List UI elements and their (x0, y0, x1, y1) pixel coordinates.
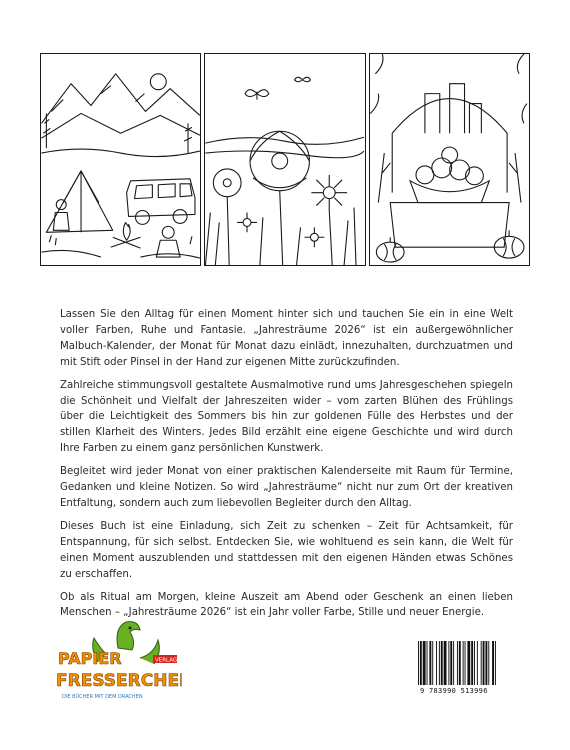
barcode-bar (436, 641, 437, 685)
barcode-bar (427, 641, 428, 685)
barcode-bar (429, 641, 431, 685)
wildflowers-drawing (205, 54, 364, 265)
barcode-bar (477, 641, 478, 685)
barcode-bar (459, 641, 461, 685)
barcode-bar (471, 641, 473, 685)
logo-line2: FRESSERCHEN (56, 671, 182, 691)
paragraph: Begleitet wird jeder Monat von einer praktischen Kalenderseite mit Raum für Termine, Gedanken und kleine Notizen. So wird „Jahresträume“ nicht nur zum Ort der kreativen Entfaltung, sondern auch zum liebevollen Begleiter durch den Alltag. (60, 466, 513, 509)
barcode-bar (483, 641, 485, 685)
barcode-bar (448, 641, 449, 685)
barcode-bar (444, 641, 447, 685)
barcode-bar (423, 641, 426, 685)
barcode-bar (474, 641, 475, 685)
harvest-drawing (370, 54, 529, 265)
illustration-camping (40, 53, 201, 266)
barcode-bar (439, 641, 440, 685)
barcode-bar (420, 641, 422, 685)
barcode-bar (463, 641, 464, 685)
barcode-bar (495, 641, 496, 685)
paragraph: Dieses Buch ist eine Einladung, sich Zeit zu schenken – Zeit für Achtsamkeit, für Entspannung, für sich selbst. Entdecken Sie, wie wohltuend es sein kann, die Welt für einen Moment auszublenden und stattdessen mit den eigenen Händen etwas Schönes zu erschaffen. (60, 520, 513, 580)
barcode-bar (492, 641, 494, 685)
barcode-bar (453, 641, 454, 685)
barcode-bar (418, 641, 419, 685)
logo-badge: VERLAG (155, 657, 178, 664)
paragraph: Zahlreiche stimmungsvoll gestaltete Ausmalmotive rund ums Jahresgeschehen spiegeln die Schönheit und Vielfalt der Jahreszeiten wider – vom zarten Blühen des Frühlings über die Leichtigkeit des Sommers bis hin zur goldenen Fülle des Herbstes und der stillen Klarheit des Winters. Jedes Bild erzählt eine eigene Geschichte und wird durch Ihre Farben zu einem ganz persönlichen Kunstwerk. (60, 379, 513, 455)
barcode-bar (485, 641, 487, 685)
barcode-bar (450, 641, 452, 685)
barcode-bar (481, 641, 482, 685)
barcode-bar (441, 641, 443, 685)
barcode-bar (432, 641, 433, 685)
barcode-bar (457, 641, 458, 685)
logo-tagline: DIE BÜCHER MIT DEM DRACHEN (62, 694, 143, 700)
illustration-wildflowers (204, 53, 365, 266)
illustration-harvest (369, 53, 530, 266)
paragraph: Lassen Sie den Alltag für einen Moment hinter sich und tauchen Sie ein in eine Welt voller Farben, Ruhe und Fantasie. „Jahresträume 2026“ ist ein außergewöhnlicher Malbuch-Kalender, der Monat für Monat dazu einlädt, innezuhalten, durchzuatmen und mit Stift oder Pinsel in der Hand zur eigenen Mitte zurückzufinden. (60, 309, 513, 368)
dragon-logo-icon (54, 618, 182, 714)
paragraph: Ob als Ritual am Morgen, kleine Auszeit am Abend oder Geschenk an einen lieben Menschen – „Jahresträume 2026“ ist ein Jahr voller Farbe, Stille und neuer Energie. (60, 591, 513, 619)
barcode-bar (488, 641, 489, 685)
illustration-strip (40, 53, 530, 266)
logo-line1: PAPIER (58, 649, 122, 668)
back-cover-text (60, 307, 513, 628)
camping-drawing (41, 54, 200, 265)
barcode-bar (465, 641, 466, 685)
isbn-digits: 9 783990 513996 (420, 687, 488, 695)
publisher-logo (54, 618, 182, 714)
barcode-bar (467, 641, 470, 685)
